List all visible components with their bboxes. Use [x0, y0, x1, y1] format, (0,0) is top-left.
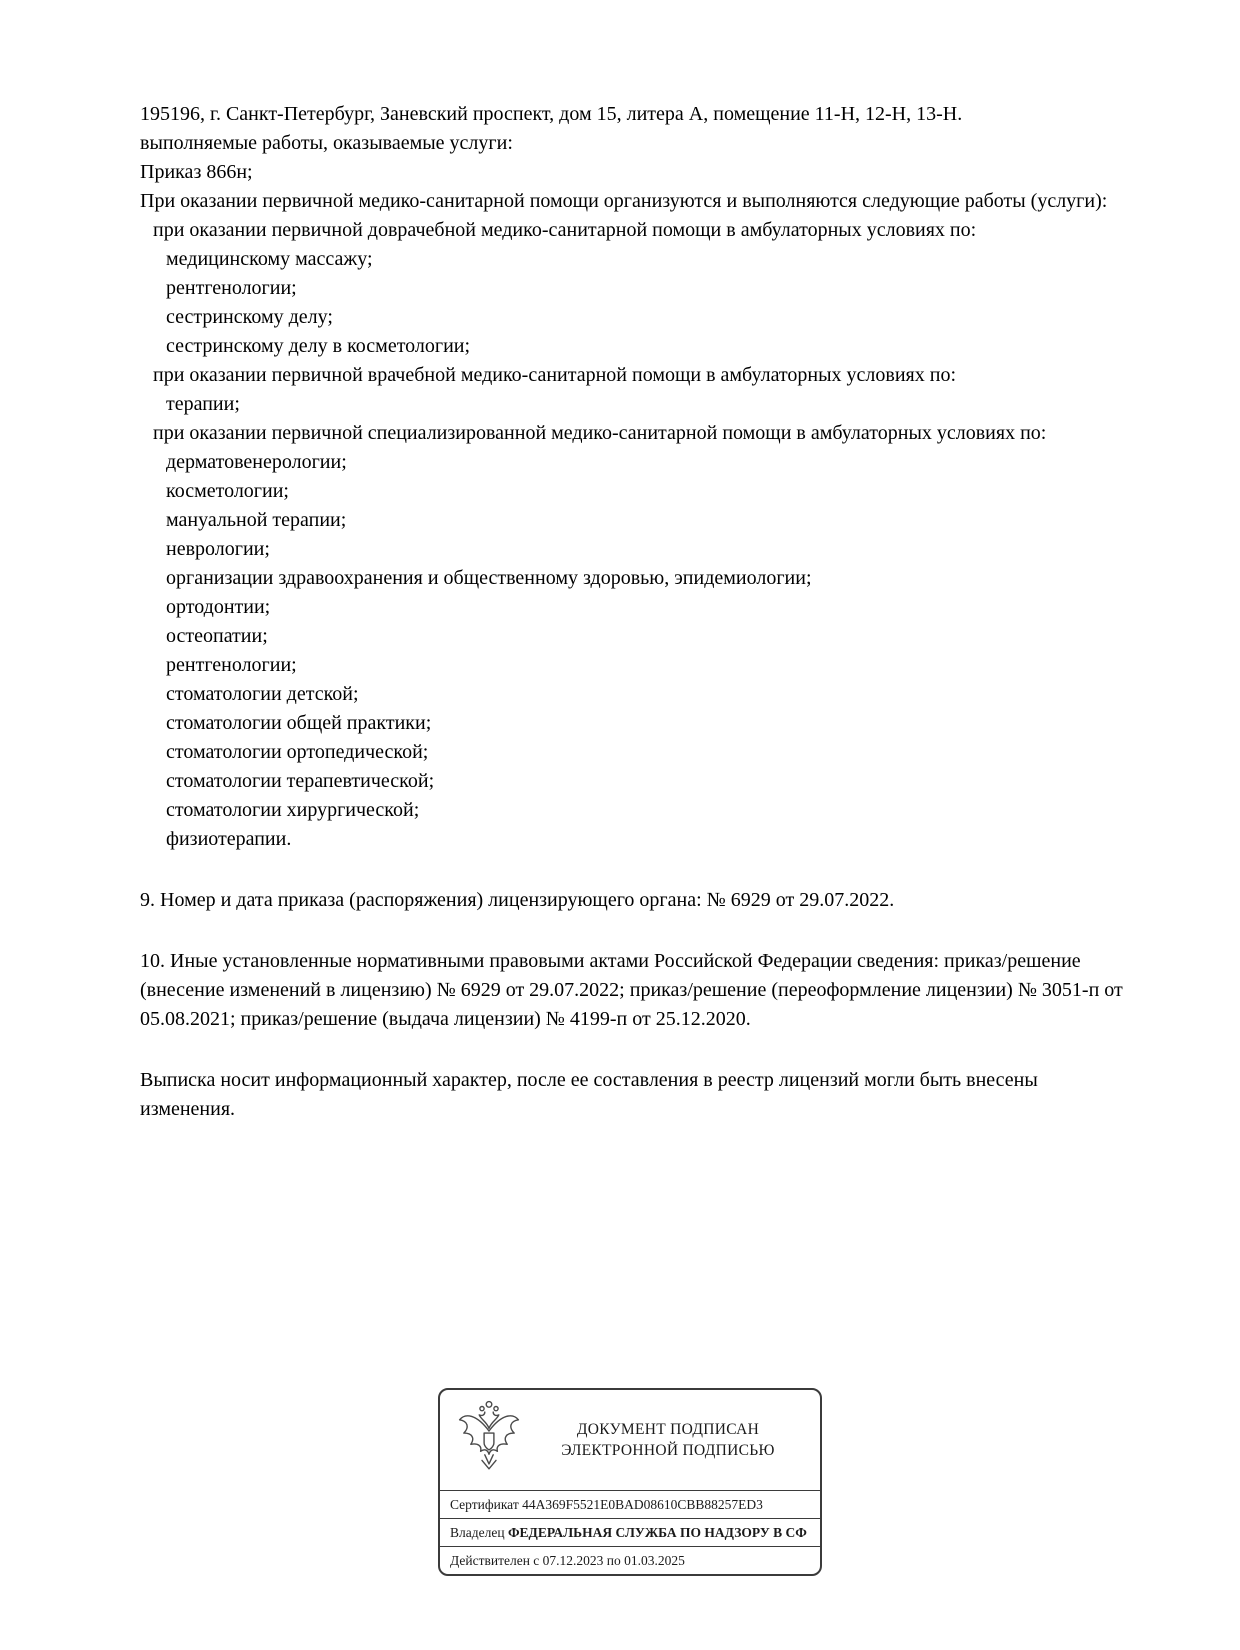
stamp-title-line-1: ДОКУМЕНТ ПОДПИСАН: [576, 1421, 760, 1438]
service-item: стоматологии терапевтической;: [166, 770, 435, 792]
service-item: организации здравоохранения и общественному здоровью, эпидемиологии;: [166, 567, 812, 589]
service-item: дерматовенерологии;: [166, 451, 347, 473]
validity-row: [440, 1546, 820, 1574]
service-item: стоматологии ортопедической;: [166, 741, 429, 763]
stamp-title-line-2: ЭЛЕКТРОННОЙ ПОДПИСЬЮ: [561, 1442, 775, 1459]
works-services-line: выполняемые работы, оказываемые услуги:: [140, 132, 513, 154]
order-line: Приказ 866н;: [140, 161, 253, 183]
section-9-line: 9. Номер и дата приказа (распоряжения) лицензирующего органа: № 6929 от 29.07.2022.: [140, 889, 895, 911]
service-item: стоматологии детской;: [166, 683, 359, 705]
service-item: стоматологии общей практики;: [166, 712, 432, 734]
pre-medical-care-paragraph: при оказании первичной доврачебной медико-санитарной помощи в амбулаторных условиях по:: [153, 219, 977, 241]
stamp-title: [524, 1419, 820, 1461]
service-item: остеопатии;: [166, 625, 268, 647]
service-item: рентгенологии;: [166, 654, 297, 676]
owner-value: ФЕДЕРАЛЬНАЯ СЛУЖБА ПО НАДЗОРУ В СФ: [507, 1525, 807, 1540]
owner-row: [440, 1518, 820, 1546]
service-item: сестринскому делу;: [166, 306, 333, 328]
disclaimer-paragraph: Выписка носит информационный характер, после ее составления в реестр лицензий могли быть внесены изменения.: [140, 1069, 1038, 1120]
service-item: рентгенологии;: [166, 277, 297, 299]
section-10-paragraph: 10. Иные установленные нормативными правовыми актами Российской Федерации сведения: приказ/решение (внесение изменений в лицензию) № 6929 от 29.07.2022; приказ/решение (переоформление лицензии) № 3051-п от 05.08.2021; приказ/решение (выдача лицензии) № 4199-п от 25.12.2020.: [140, 950, 1123, 1030]
service-item: ортодонтии;: [166, 596, 271, 618]
service-item: медицинскому массажу;: [166, 248, 373, 270]
service-item: стоматологии хирургической;: [166, 799, 420, 821]
service-item: физиотерапии.: [166, 828, 292, 850]
service-item: мануальной терапии;: [166, 509, 347, 531]
validity-text: Действителен с 07.12.2023 по 01.03.2025: [450, 1553, 685, 1568]
primary-care-paragraph: При оказании первичной медико-санитарной помощи организуются и выполняются следующие работы (услуги):: [140, 190, 1108, 212]
electronic-signature-stamp: [438, 1388, 822, 1576]
double-headed-eagle-icon: [454, 1398, 524, 1483]
certificate-row: [440, 1490, 820, 1518]
owner-label: Владелец: [450, 1525, 505, 1540]
certificate-label: Сертификат: [450, 1497, 519, 1512]
service-item: терапии;: [166, 393, 240, 415]
service-item: неврологии;: [166, 538, 270, 560]
service-item: косметологии;: [166, 480, 289, 502]
certificate-value: 44A369F5521E0BAD08610CBB88257ED3: [522, 1497, 763, 1512]
address-line: 195196, г. Санкт-Петербург, Заневский проспект, дом 15, литера А, помещение 11-Н, 12-Н, 13-Н.: [140, 103, 963, 125]
stamp-header: [440, 1390, 820, 1490]
specialized-care-paragraph: при оказании первичной специализированной медико-санитарной помощи в амбулаторных условиях по:: [153, 422, 1047, 444]
service-item: сестринскому делу в косметологии;: [166, 335, 471, 357]
medical-care-paragraph: при оказании первичной врачебной медико-санитарной помощи в амбулаторных условиях по:: [153, 364, 957, 386]
